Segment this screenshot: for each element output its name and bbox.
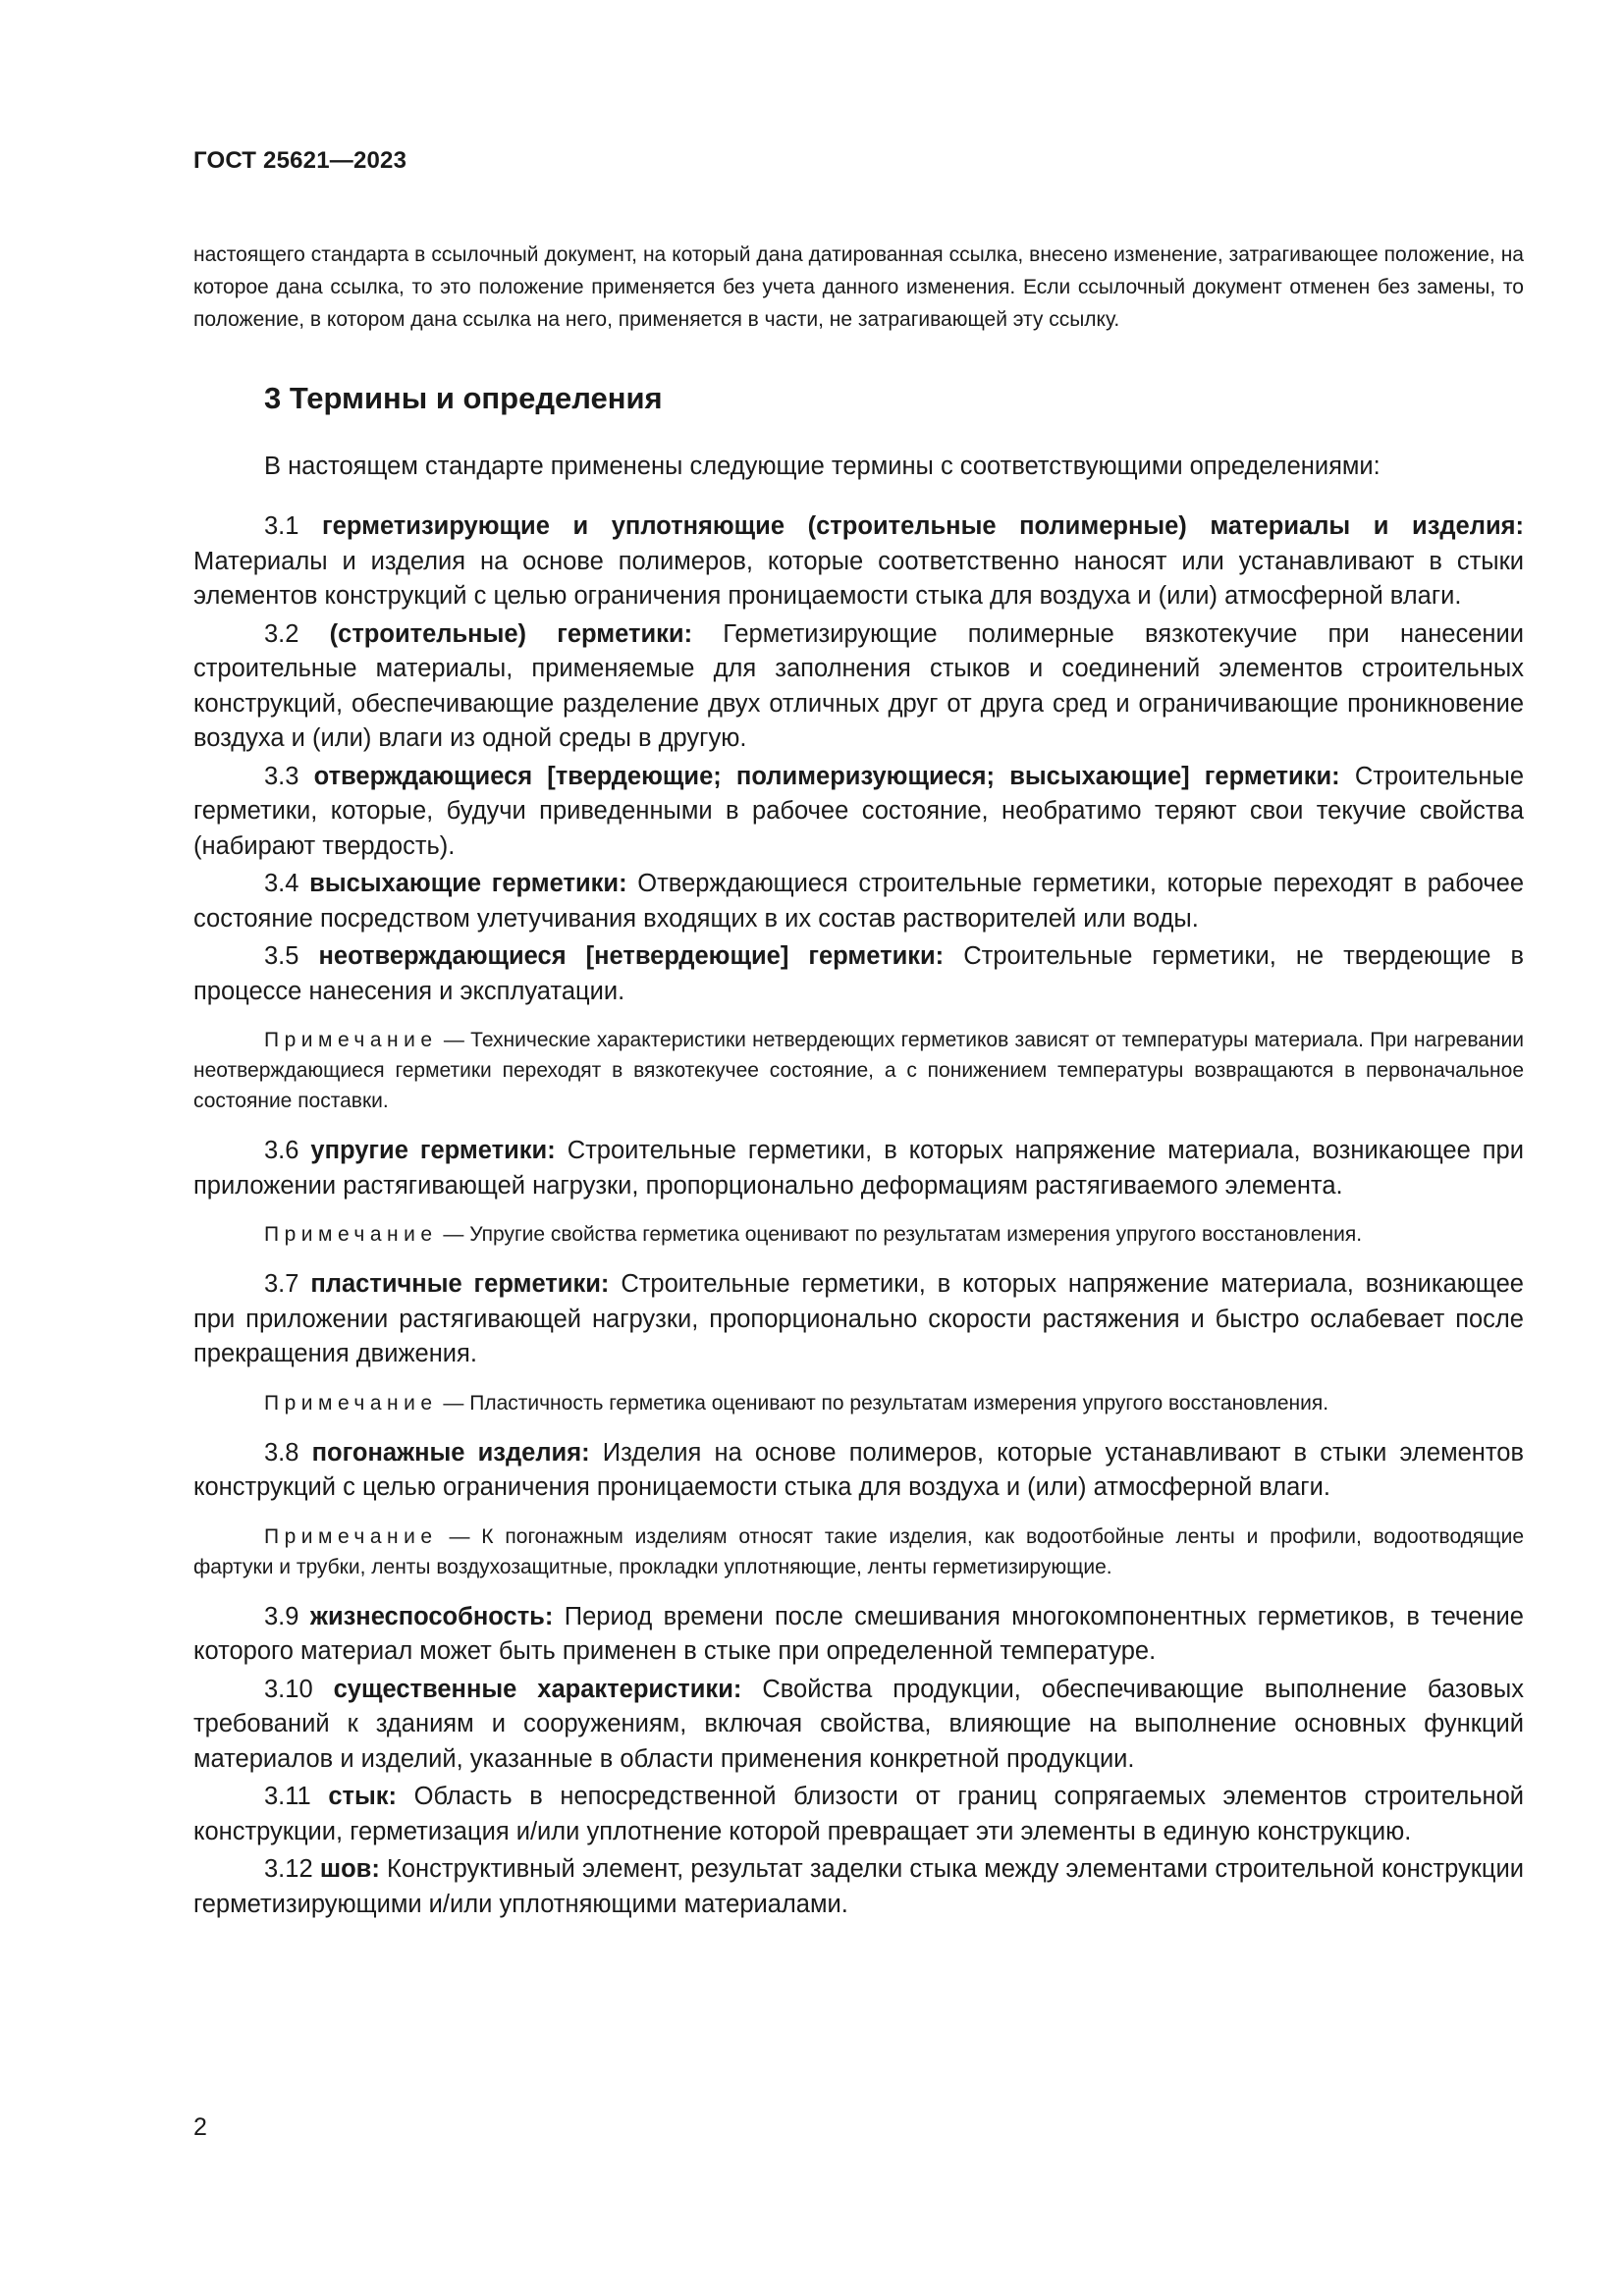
note-text: — Технические характеристики нетвердеющих герметиков зависят от температуры материала. При нагревании неотверждающиеся герметики переходят в вязкотекучее состояние, а с понижением температуры возвращаются в первоначальное состояние поставки. (193, 1029, 1524, 1112)
term-number: 3.7 (264, 1270, 299, 1298)
term-name: высыхающие герметики: (309, 870, 627, 897)
term-definition: Конструктивный элемент, результат заделки стыка между элементами строительной конструкции герметизирующими и/или уплотняющими материалами. (193, 1855, 1524, 1918)
term-number: 3.5 (264, 942, 299, 970)
note-text: — Упругие свойства герметика оценивают по результатам измерения упругого восстановления. (443, 1223, 1363, 1246)
term-number: 3.2 (264, 619, 299, 648)
note-3-5 (193, 1025, 1524, 1116)
note-text: — К погонажным изделиям относят такие изделия, как водоотбойные ленты и профили, водоотводящие фартуки и трубки, ленты воздухозащитные, прокладки уплотняющие, ленты герметизирующие. (193, 1524, 1524, 1578)
term-name: погонажные изделия: (311, 1438, 590, 1467)
note-3-8 (193, 1522, 1524, 1582)
note-text: — Пластичность герметика оценивают по результатам измерения упругого восстановления. (443, 1391, 1329, 1415)
term-3-3 (193, 760, 1524, 865)
term-definition: Строительные герметики, которые, будучи приведенными в рабочее состояние, необратимо теряют свои текучие свойства (набирают твердость). (193, 762, 1524, 860)
term-3-2 (193, 617, 1524, 757)
note-3-7 (193, 1388, 1524, 1418)
note-3-6 (193, 1219, 1524, 1250)
term-3-8 (193, 1436, 1524, 1506)
term-definition: Изделия на основе полимеров, которые устанавливают в стыки элементов конструкций с целью ограничения проницаемости стыка для воздуха и (или) атмосферной влаги. (193, 1438, 1524, 1501)
term-3-10 (193, 1673, 1524, 1778)
term-3-6 (193, 1134, 1524, 1203)
note-label: Примечание (264, 1029, 438, 1051)
term-3-7 (193, 1267, 1524, 1372)
standard-header: ГОСТ 25621—2023 (193, 147, 407, 174)
term-definition: Материалы и изделия на основе полимеров, которые соответственно наносят или устанавливают в стыки элементов конструкций с целью ограничения проницаемости стыка для воздуха и (или) атмосферной влаги. (193, 547, 1524, 610)
term-number: 3.12 (264, 1855, 313, 1883)
term-definition: Отверждающиеся строительные герметики, которые переходят в рабочее состояние посредством улетучивания входящих в их состав растворителей или воды. (193, 870, 1524, 933)
term-definition: Герметизирующие полимерные вязкотекучие при нанесении строительные материалы, применяемые для заполнения стыков и соединений элементов строительных конструкций, обеспечивающие разделение двух отличных друг от друга сред и ограничивающие проникновение воздуха и (или) влаги из одной среды в другую. (193, 619, 1524, 752)
term-name: пластичные герметики: (310, 1270, 610, 1298)
term-3-11 (193, 1780, 1524, 1849)
term-number: 3.10 (264, 1675, 313, 1703)
term-number: 3.11 (264, 1783, 311, 1810)
note-label: Примечание (264, 1391, 438, 1415)
term-3-4 (193, 867, 1524, 936)
term-definition: Свойства продукции, обеспечивающие выполнение базовых требований к зданиям и сооружениям, включая свойства, влияющие на выполнение основных функций материалов и изделий, указанные в области применения конкретной продукции. (193, 1675, 1524, 1773)
section-title: 3 Термины и определения (264, 381, 663, 415)
term-name: существенные характеристики: (333, 1675, 742, 1703)
term-3-12 (193, 1852, 1524, 1922)
note-label: Примечание (264, 1223, 438, 1246)
term-definition: Период времени после смешивания многокомпонентных герметиков, в течение которого материал может быть применен в стыке при определенной температуре. (193, 1602, 1524, 1665)
term-name: неотверждающиеся [нетвердеющие] герметики: (318, 942, 945, 970)
term-number: 3.3 (264, 762, 299, 790)
page-number: 2 (193, 2113, 207, 2141)
term-definition: Строительные герметики, не твердеющие в процессе нанесения и эксплуатации. (193, 942, 1524, 1005)
term-name: герметизирующие и уплотняющие (строительные полимерные) материалы и изделия: (322, 512, 1524, 540)
term-definition: Строительные герметики, в которых напряжение материала, возникающее при приложении растягивающей нагрузки, пропорционально деформациям растягиваемого элемента. (193, 1137, 1524, 1200)
document-page (193, 147, 1524, 1922)
term-number: 3.8 (264, 1438, 299, 1467)
section-lead: В настоящем стандарте применены следующие термины с соответствующими определениями: (264, 453, 1380, 480)
term-name: жизнеспособность: (309, 1602, 554, 1630)
note-label: Примечание (264, 1524, 438, 1548)
term-number: 3.6 (264, 1137, 299, 1164)
term-name: отверждающиеся [твердеющие; полимеризующиеся; высыхающие] герметики: (313, 762, 1340, 790)
term-3-9 (193, 1600, 1524, 1670)
term-definition: Строительные герметики, в которых напряжение материала, возникающее при приложении растягивающей нагрузки, пропорционально скорости растяжения и быстро ослабевает после прекращения движения. (193, 1270, 1524, 1367)
term-number: 3.4 (264, 870, 299, 897)
intro-paragraph: настоящего стандарта в ссылочный документ, на который дана датированная ссылка, внесено изменение, затрагивающее положение, на которое дана ссылка, то это положение применяется без учета данного изменения. Если ссылочный документ отменен без замены, то положение, в котором дана ссылка на него, применяется в части, не затрагивающей эту ссылку. (193, 243, 1524, 331)
term-name: (строительные) герметики: (329, 619, 693, 648)
term-3-5 (193, 939, 1524, 1009)
term-definition: Область в непосредственной близости от границ сопрягаемых элементов строительной конструкции, герметизация и/или уплотнение которой превращает эти элементы в единую конструкцию. (193, 1783, 1524, 1845)
term-name: стык: (328, 1783, 398, 1810)
term-3-1 (193, 509, 1524, 614)
term-number: 3.1 (264, 512, 299, 540)
term-name: шов: (319, 1855, 380, 1883)
term-name: упругие герметики: (310, 1137, 556, 1164)
term-number: 3.9 (264, 1602, 299, 1630)
